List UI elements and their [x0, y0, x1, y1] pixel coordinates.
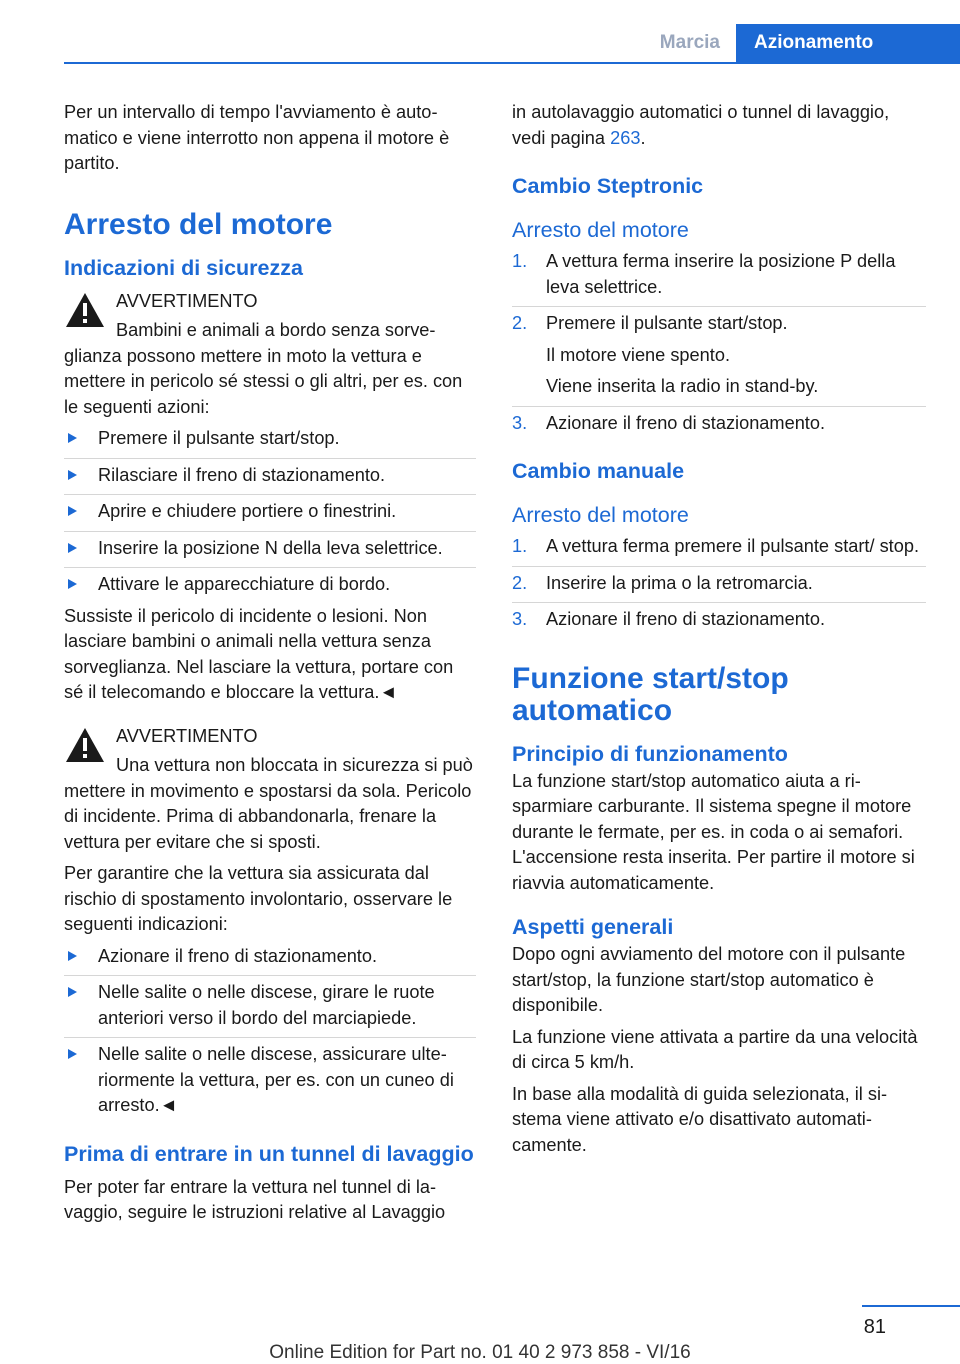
list-item: 3. Azionare il freno di stazionamento.: [512, 602, 926, 633]
triangle-bullet-icon: [68, 506, 77, 516]
list-item: Attivare le apparecchiature di bordo.: [64, 567, 476, 598]
footer-edition: Online Edition for Part no. 01 40 2 973 858 - VI/16: [269, 1342, 691, 1363]
left-column: [64, 100, 476, 1232]
list-item: Nelle salite o nelle discese, assicurare ulteriormente la vettura, per es. con un cuneo di arresto.◄: [64, 1037, 476, 1119]
warning-2-after: Per garantire che la vettura sia assicurata dal rischio di spostamento involontario, osservare le seguenti indicazioni:: [64, 863, 453, 934]
steps-manuale: [512, 534, 926, 633]
page-number: 81: [863, 1316, 886, 1338]
list-item: 2. Premere il pulsante start/stop. Il motore viene spento. Viene inserita la radio in stand-by.: [512, 306, 926, 400]
list-item: Aprire e chiudere portiere o finestrini.: [64, 494, 476, 525]
list-item: 2. Inserire la prima o la retromarcia.: [512, 566, 926, 597]
warning-title: AVVERTIMENTO: [116, 725, 258, 746]
list-item: Azionare il freno di stazionamento.: [64, 944, 476, 970]
warning-block-2: [64, 724, 476, 856]
list-item: Rilasciare il freno di stazionamento.: [64, 458, 476, 489]
list-item: 1. A vettura ferma inserire la posizione P della leva selettrice.: [512, 251, 896, 297]
triangle-bullet-icon: [68, 951, 77, 961]
triangle-bullet-icon: [68, 987, 77, 997]
triangle-bullet-icon: [68, 543, 77, 553]
heading-principio: Principio di funzionamento: [512, 741, 788, 766]
warning-title: AVVERTIMENTO: [116, 290, 258, 311]
list-item: 3. Azionare il freno di stazionamento.: [512, 406, 926, 437]
warning-triangle-icon: [64, 291, 106, 329]
heading-indicazioni-sicurezza: Indicazioni di sicurezza: [64, 255, 303, 280]
header-section: Marcia: [659, 32, 720, 53]
continued-paragraph: in autolavaggio automatici o tunnel di lavaggio, vedi pagina 263.: [512, 102, 890, 148]
footer-rule: [862, 1305, 960, 1307]
list-item: Premere il pulsante start/stop.: [64, 426, 476, 452]
aspetti-paragraph-2: La funzione viene attivata a partire da una velocità di circa 5 km/h.: [512, 1026, 918, 1072]
heading-arresto-motore-2: Arresto del motore: [512, 503, 689, 527]
triangle-bullet-icon: [68, 433, 77, 443]
warning-1-after: Sussiste il pericolo di incidente o lesioni. Non lasciare bambini o animali nella vettura senza sorveglianza. Nel lasciare la vettura, portare con sé il telecomando e bloccare la vettura.◄: [64, 605, 454, 702]
intro-paragraph: Per un intervallo di tempo l'avviamento è automatico e viene interrotto non appena il motore è partito.: [64, 102, 450, 173]
heading-funzione-start-stop: Funzione start/stop automatico: [512, 661, 789, 727]
tunnel-paragraph: Per poter far entrare la vettura nel tunnel di lavaggio, seguire le istruzioni relative al Lavaggio: [64, 1176, 446, 1222]
heading-arresto-motore-1: Arresto del motore: [512, 218, 689, 242]
triangle-bullet-icon: [68, 1049, 77, 1059]
page-link[interactable]: 263: [610, 127, 641, 148]
warning-block-1: [64, 289, 476, 421]
list-item: Nelle salite o nelle discese, girare le ruote anteriori verso il bordo del marciapiede.: [64, 975, 476, 1031]
warning-triangle-icon: [64, 726, 106, 764]
warning-body: Bambini e animali a bordo senza sorveglianza possono mettere in moto la vettura e mettere in pericolo sé stessi o gli altri, per es. con le seguenti azioni:: [64, 320, 463, 417]
warning-2-list: [64, 944, 476, 1119]
steps-steptronic: [512, 249, 926, 436]
heading-cambio-manuale: Cambio manuale: [512, 459, 685, 483]
header-tab: Azionamento: [736, 24, 960, 62]
list-item: Inserire la posizione N della leva selettrice.: [64, 531, 476, 562]
heading-tunnel-lavaggio: Prima di entrare in un tunnel di lavaggio: [64, 1141, 474, 1166]
aspetti-paragraph-3: In base alla modalità di guida selezionata, il sistema viene attivato e/o disattivato automaticamente.: [512, 1083, 888, 1155]
heading-cambio-steptronic: Cambio Steptronic: [512, 174, 704, 198]
header-rule: [64, 62, 960, 64]
aspetti-paragraph-1: Dopo ogni avviamento del motore con il pulsante start/stop, la funzione start/stop automatico è disponibile.: [512, 944, 906, 1015]
warning-1-list: [64, 426, 476, 598]
triangle-bullet-icon: [68, 470, 77, 480]
warning-body: Una vettura non bloccata in sicurezza si può mettere in movimento e spostarsi da sola. Pericolo di incidente. Prima di abbandonarla, frenare la vettura per evitare che si sposti.: [64, 755, 473, 852]
triangle-bullet-icon: [68, 579, 77, 589]
heading-arresto-motore: Arresto del motore: [64, 207, 333, 241]
list-item: 1. A vettura ferma premere il pulsante start/ stop.: [512, 536, 920, 556]
heading-aspetti-generali: Aspetti generali: [512, 915, 674, 939]
right-column: [512, 100, 926, 1164]
principio-paragraph: La funzione start/stop automatico aiuta a risparmiare carburante. Il sistema spegne il motore durante le fermate, per es. in coda o ai semafori. L'accensione resta inserita. Per partire il motore si riavvia automaticamente.: [512, 770, 915, 893]
